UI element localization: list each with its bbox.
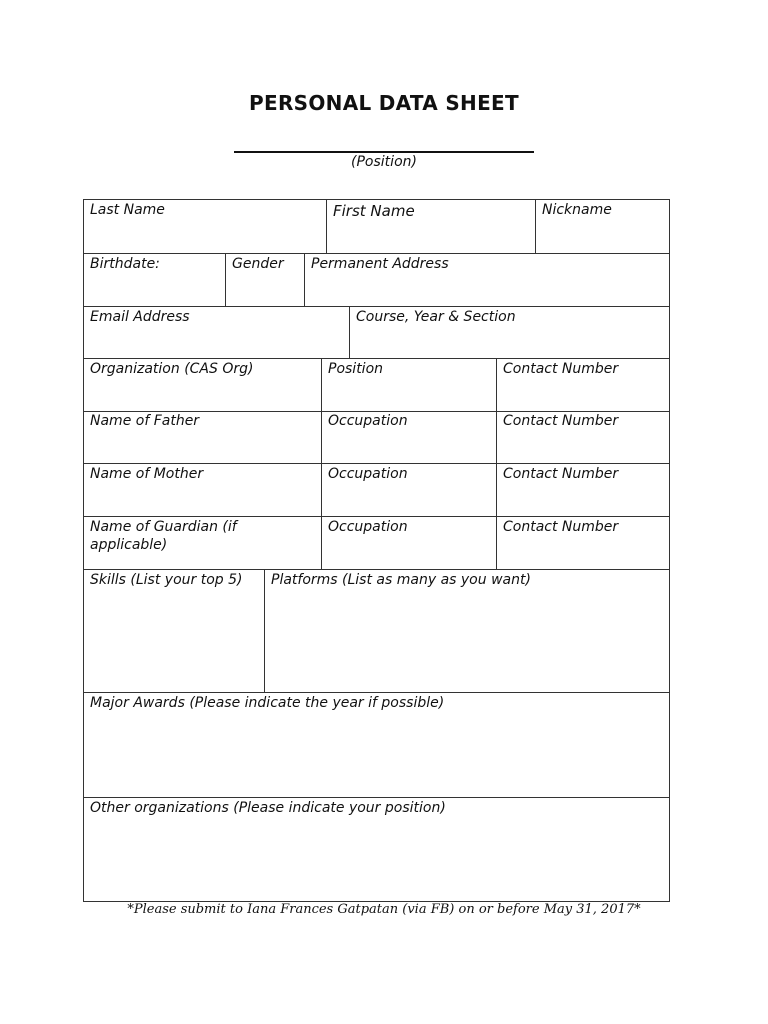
nickname-label: Nickname [542,202,612,218]
father-contact-label: Contact Number [503,413,619,429]
major-awards-field[interactable] [84,693,671,797]
form-row-mother [84,463,669,516]
mother-contact-label: Contact Number [503,466,619,482]
form-row-name [84,200,669,253]
gender-field[interactable] [225,254,305,306]
birthdate-label: Birthdate: [90,256,160,272]
form-row-organization [84,358,669,411]
guardian-contact-field[interactable] [496,517,671,569]
course-year-section-field[interactable] [349,307,671,358]
email-address-label: Email Address [90,309,190,325]
form-row-father [84,411,669,463]
organization-field[interactable] [84,359,321,411]
father-name-label: Name of Father [90,413,200,429]
guardian-name-field[interactable] [84,517,321,569]
course-year-section-label: Course, Year & Section [356,309,516,325]
mother-contact-field[interactable] [496,464,671,516]
last-name-field[interactable] [84,200,326,253]
mother-occupation-field[interactable] [321,464,496,516]
skills-label: Skills (List your top 5) [90,572,243,588]
skills-field[interactable] [84,570,264,692]
permanent-address-field[interactable] [304,254,671,306]
first-name-label: First Name [333,202,415,220]
platforms-label: Platforms (List as many as you want) [271,572,531,588]
organization-label: Organization (CAS Org) [90,361,254,377]
form-row-other-orgs [84,797,669,903]
guardian-name-label: Name of Guardian (if applicable) [90,519,237,553]
major-awards-label: Major Awards (Please indicate the year if possible) [90,695,445,711]
guardian-occupation-label: Occupation [328,519,408,535]
platforms-field[interactable] [264,570,671,692]
mother-name-field[interactable] [84,464,321,516]
father-occupation-label: Occupation [328,413,408,429]
father-contact-field[interactable] [496,412,671,463]
position-blank-line[interactable] [234,151,534,153]
father-name-field[interactable] [84,412,321,463]
guardian-contact-label: Contact Number [503,519,619,535]
other-organizations-field[interactable] [84,798,671,903]
mother-name-label: Name of Mother [90,466,204,482]
personal-data-form [83,199,670,902]
org-position-field[interactable] [321,359,496,411]
document-title: PERSONAL DATA SHEET [249,91,519,115]
form-row-awards [84,692,669,797]
org-contact-field[interactable] [496,359,671,411]
guardian-occupation-field[interactable] [321,517,496,569]
last-name-label: Last Name [90,202,165,218]
form-row-skills [84,569,669,692]
submission-note: *Please submit to Iana Frances Gatpatan (via FB) on or before May 31, 2017* [127,902,641,917]
email-address-field[interactable] [84,307,349,358]
gender-label: Gender [232,256,284,272]
form-row-guardian [84,516,669,569]
form-row-birth [84,253,669,306]
position-label: (Position) [351,154,417,170]
other-organizations-label: Other organizations (Please indicate your position) [90,800,446,816]
father-occupation-field[interactable] [321,412,496,463]
nickname-field[interactable] [535,200,671,253]
org-position-label: Position [328,361,384,377]
org-contact-label: Contact Number [503,361,619,377]
mother-occupation-label: Occupation [328,466,408,482]
permanent-address-label: Permanent Address [311,256,449,272]
form-row-email [84,306,669,358]
first-name-field[interactable] [326,200,536,253]
birthdate-field[interactable] [84,254,225,306]
